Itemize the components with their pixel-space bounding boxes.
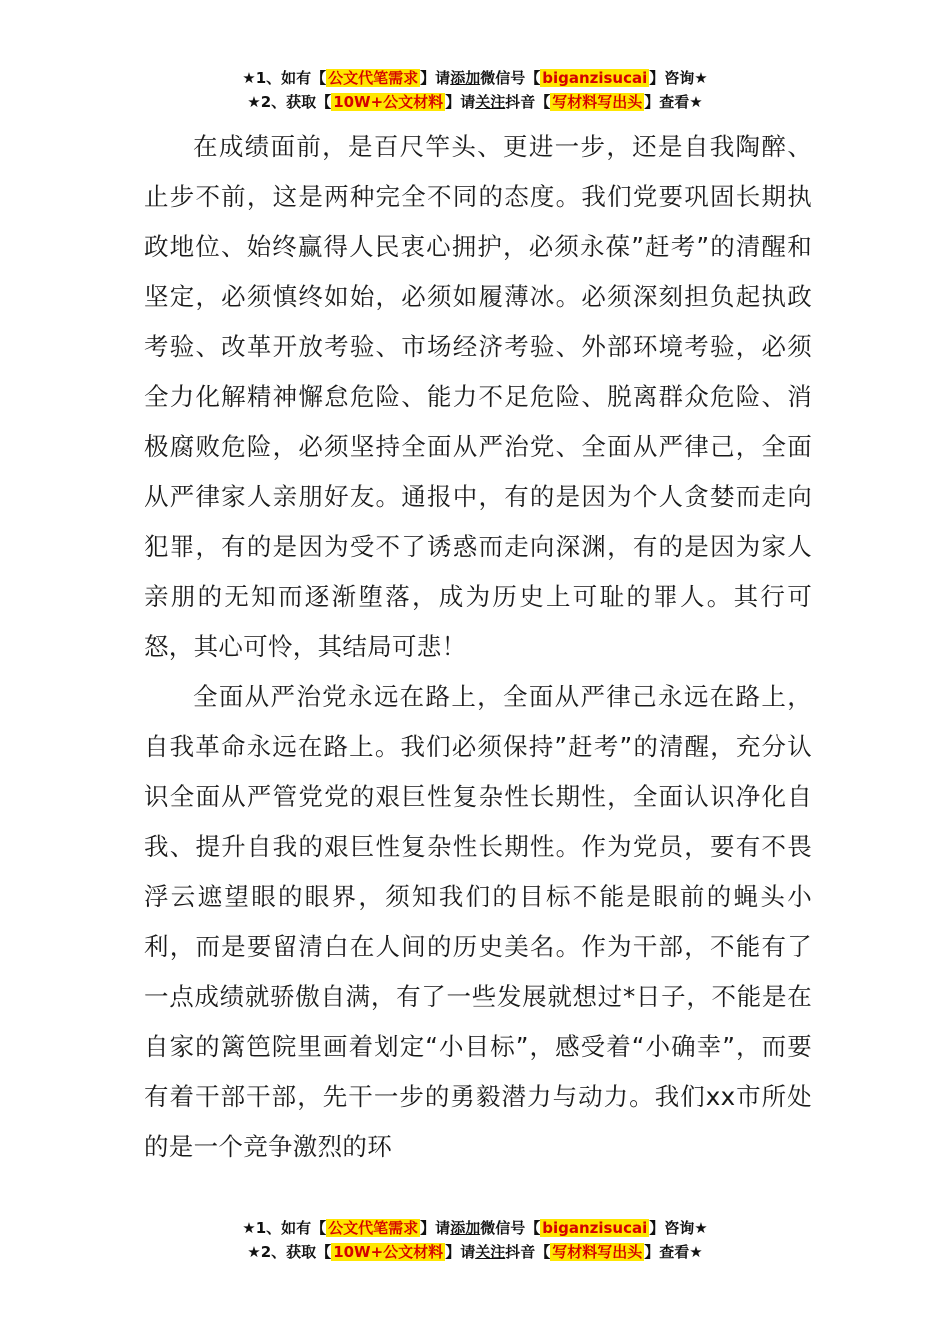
banner-highlight: 写材料写出头 <box>552 1243 643 1261</box>
banner-text: 抖音【 <box>505 1243 551 1261</box>
document-body <box>144 122 812 1172</box>
banner-line-1 <box>0 1216 950 1240</box>
banner-highlight: 10W+公文材料 <box>333 93 444 111</box>
banner-highlight: biganzisucai <box>542 1219 648 1237</box>
banner-highlight: 10W+公文材料 <box>333 1243 444 1261</box>
header-banner <box>0 66 950 114</box>
footer-banner <box>0 1216 950 1264</box>
banner-underlined: 关注 <box>475 1243 506 1261</box>
banner-text: 】请 <box>445 93 476 111</box>
banner-underlined: 关注 <box>475 93 506 111</box>
banner-text: ★1、如有【 <box>242 69 327 87</box>
banner-text: ★2、获取【 <box>247 93 332 111</box>
banner-text: 】查看★ <box>644 1243 703 1261</box>
paragraph-1: 在成绩面前，是百尺竿头、更进一步，还是自我陶醉、止步不前，这是两种完全不同的态度。我们党要巩固长期执政地位、始终赢得人民衷心拥护，必须永葆”赶考”的清醒和坚定，必须慎终如始，必须如履薄冰。必须深刻担负起执政考验、改革开放考验、市场经济考验、外部环境考验，必须全力化解精神懈怠危险、能力不足危险、脱离群众危险、消极腐败危险，必须坚持全面从严治党、全面从严律己，全面从严律家人亲朋好友。通报中，有的是因为个人贪婪而走向犯罪，有的是因为受不了诱惑而走向深渊，有的是因为家人亲朋的无知而逐渐堕落，成为历史上可耻的罪人。其行可怒，其心可怜，其结局可悲！ <box>144 132 812 661</box>
banner-text: 】请 <box>420 1219 451 1237</box>
banner-underlined: 添加 <box>450 69 481 87</box>
banner-text: 】请 <box>445 1243 476 1261</box>
banner-text: 抖音【 <box>505 93 551 111</box>
banner-text: 微信号【 <box>480 69 541 87</box>
paragraph-2: 全面从严治党永远在路上，全面从严律己永远在路上，自我革命永远在路上。我们必须保持”赶考”的清醒，充分认识全面从严管党党的艰巨性复杂性长期性，全面认识净化自我、提升自我的艰巨性复杂性长期性。作为党员，要有不畏浮云遮望眼的眼界，须知我们的目标不能是眼前的蝇头小利，而是要留清白在人间的历史美名。作为干部，不能有了一点成绩就骄傲自满，有了一些发展就想过*日子，不能是在自家的篱笆院里画着划定“小目标”，感受着“小确幸”，而要有着干部干部，先干一步的勇毅潜力与动力。我们xx市所处的是一个竞争激烈的环 <box>144 682 812 1161</box>
banner-highlight: 公文代笔需求 <box>328 1219 419 1237</box>
banner-text: ★1、如有【 <box>242 1219 327 1237</box>
banner-line-2 <box>0 1240 950 1264</box>
banner-line-2 <box>0 90 950 114</box>
banner-line-1 <box>0 66 950 90</box>
banner-underlined: 添加 <box>450 1219 481 1237</box>
banner-text: 】查看★ <box>644 93 703 111</box>
banner-text: 】咨询★ <box>649 1219 708 1237</box>
banner-text: ★2、获取【 <box>247 1243 332 1261</box>
banner-text: 】请 <box>420 69 451 87</box>
banner-text: 】咨询★ <box>649 69 708 87</box>
banner-text: 微信号【 <box>480 1219 541 1237</box>
banner-highlight: 公文代笔需求 <box>328 69 419 87</box>
banner-highlight: 写材料写出头 <box>552 93 643 111</box>
banner-highlight: biganzisucai <box>542 69 648 87</box>
